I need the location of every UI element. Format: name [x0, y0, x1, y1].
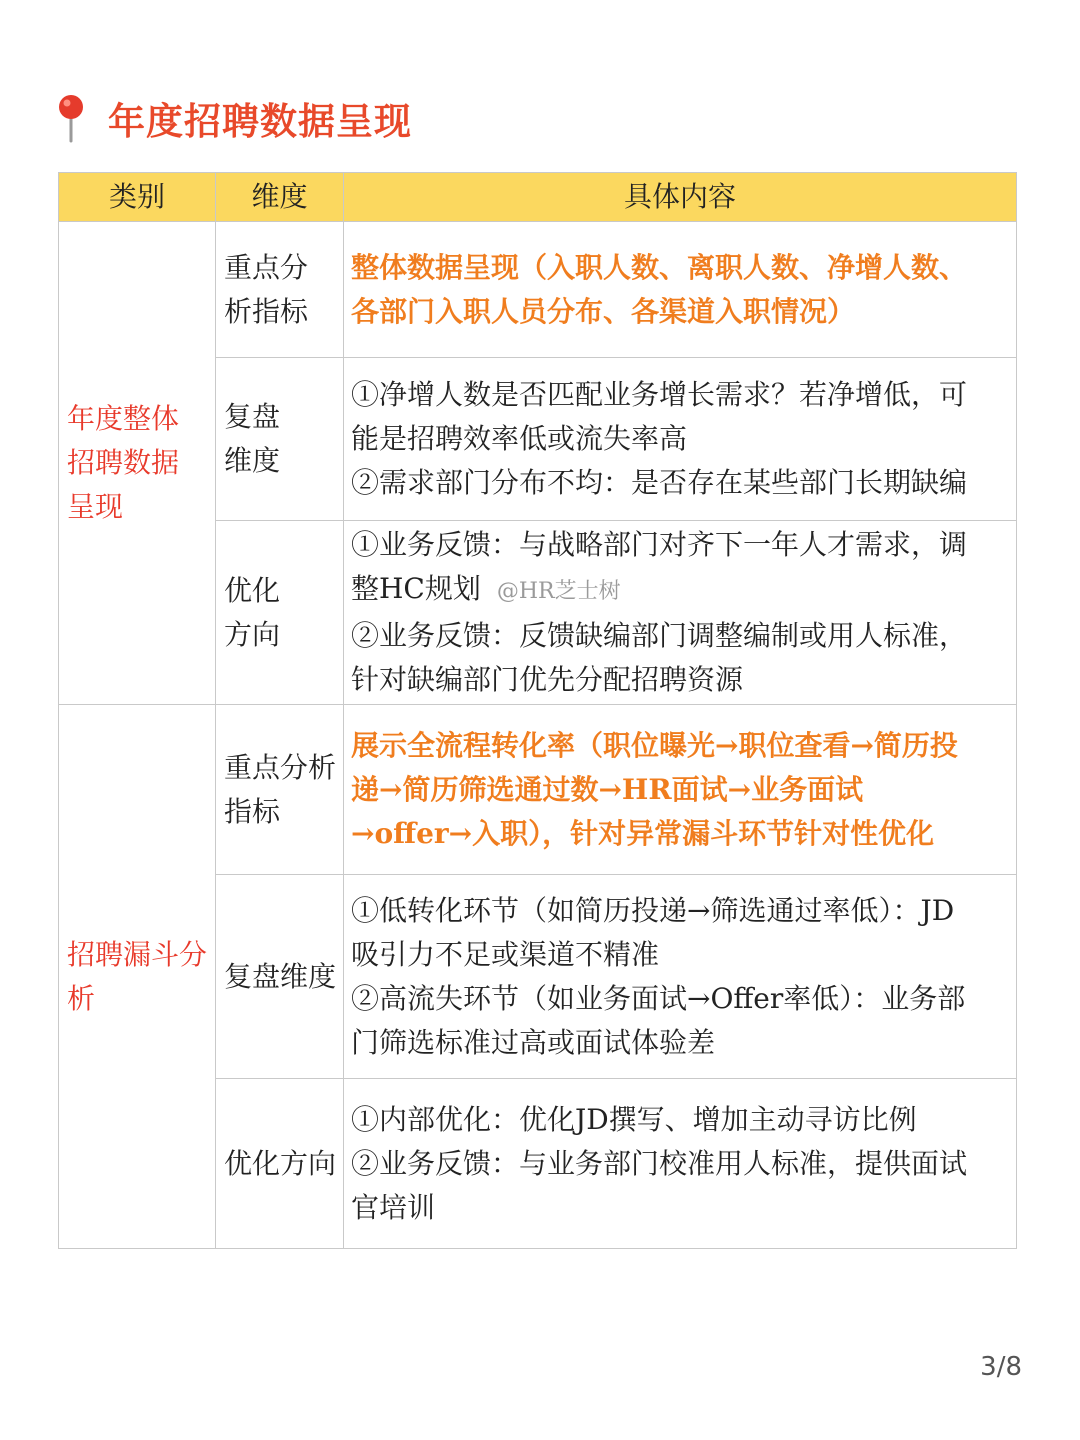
content-line: 各部门入职人员分布、各渠道入职情况） — [351, 294, 856, 328]
dimension-line: 复盘维度 — [224, 959, 337, 993]
content-cell — [344, 875, 1017, 1079]
content-cell — [344, 1079, 1017, 1249]
category-cell-funnel-analysis — [59, 705, 216, 1249]
dimension-line: 重点分 — [224, 250, 309, 284]
pushpin-icon — [56, 93, 86, 143]
page-title: 年度招聘数据呈现 — [108, 99, 412, 143]
content-line: ②高流失环节（如业务面试→Offer率低）：业务部 — [351, 981, 966, 1015]
dimension-line: 指标 — [224, 794, 281, 828]
content-cell — [344, 358, 1017, 521]
page-number: 3/8 — [980, 1352, 1022, 1382]
content-line: 官培训 — [351, 1190, 436, 1224]
dimension-line: 复盘 — [224, 400, 281, 433]
content-line: ②业务反馈：反馈缺编部门调整编制或用人标准， — [351, 619, 968, 652]
content-cell-highlight — [344, 705, 1017, 875]
content-text: 整HC规划 — [351, 572, 481, 605]
header-content: 具体内容 — [344, 173, 1017, 222]
dimension-line: 析指标 — [224, 294, 309, 328]
dimension-line: 重点分析 — [224, 750, 337, 784]
table-row — [59, 705, 1017, 875]
content-line: ②业务反馈：与业务部门校准用人标准，提供面试 — [351, 1146, 968, 1180]
category-cell-annual-overview — [59, 222, 216, 705]
page-header — [56, 88, 412, 148]
recruitment-table — [58, 172, 1017, 1249]
content-line: 针对缺编部门优先分配招聘资源 — [351, 663, 744, 696]
dimension-cell — [216, 705, 344, 875]
content-line: →offer→入职），针对异常漏斗环节针对性优化 — [351, 816, 935, 850]
content-line: ①业务反馈：与战略部门对齐下一年人才需求，调 — [351, 528, 968, 561]
content-line: 门筛选标准过高或面试体验差 — [351, 1025, 716, 1059]
dimension-line: 方向 — [224, 617, 281, 651]
dimension-cell — [216, 1079, 344, 1249]
category-line: 呈现 — [67, 490, 124, 523]
watermark: @HR芝士树 — [496, 579, 621, 604]
category-line: 年度整体 — [67, 402, 180, 435]
dimension-cell — [216, 222, 344, 358]
dimension-line: 优化方向 — [224, 1146, 337, 1180]
table-header-row — [59, 173, 1017, 222]
header-category: 类别 — [59, 173, 216, 222]
content-line: ②需求部门分布不均：是否存在某些部门长期缺编 — [351, 466, 968, 499]
content-cell — [344, 521, 1017, 705]
dimension-cell — [216, 358, 344, 521]
category-line: 招聘漏斗分 — [67, 937, 208, 971]
content-line: 能是招聘效率低或流失率高 — [351, 422, 688, 455]
content-line: 吸引力不足或渠道不精准 — [351, 937, 660, 971]
table-row — [59, 222, 1017, 358]
dimension-line: 维度 — [224, 444, 281, 477]
content-line: ①内部优化：优化JD撰写、增加主动寻访比例 — [351, 1102, 917, 1136]
header-dimension: 维度 — [216, 173, 344, 222]
content-cell-highlight — [344, 222, 1017, 358]
category-line: 析 — [67, 981, 96, 1015]
content-line-with-watermark — [351, 567, 1010, 614]
category-line: 招聘数据 — [67, 446, 180, 479]
content-line: ①低转化环节（如简历投递→筛选通过率低）：JD — [351, 893, 955, 927]
content-line: 递→简历筛选通过数→HR面试→业务面试 — [351, 772, 864, 806]
dimension-cell — [216, 521, 344, 705]
content-line: ①净增人数是否匹配业务增长需求？若净增低，可 — [351, 378, 968, 411]
content-line: 展示全流程转化率（职位曝光→职位查看→简历投 — [351, 728, 958, 762]
content-line: 整体数据呈现（入职人数、离职人数、净增人数、 — [351, 250, 968, 284]
dimension-line: 优化 — [224, 573, 281, 607]
dimension-cell — [216, 875, 344, 1079]
